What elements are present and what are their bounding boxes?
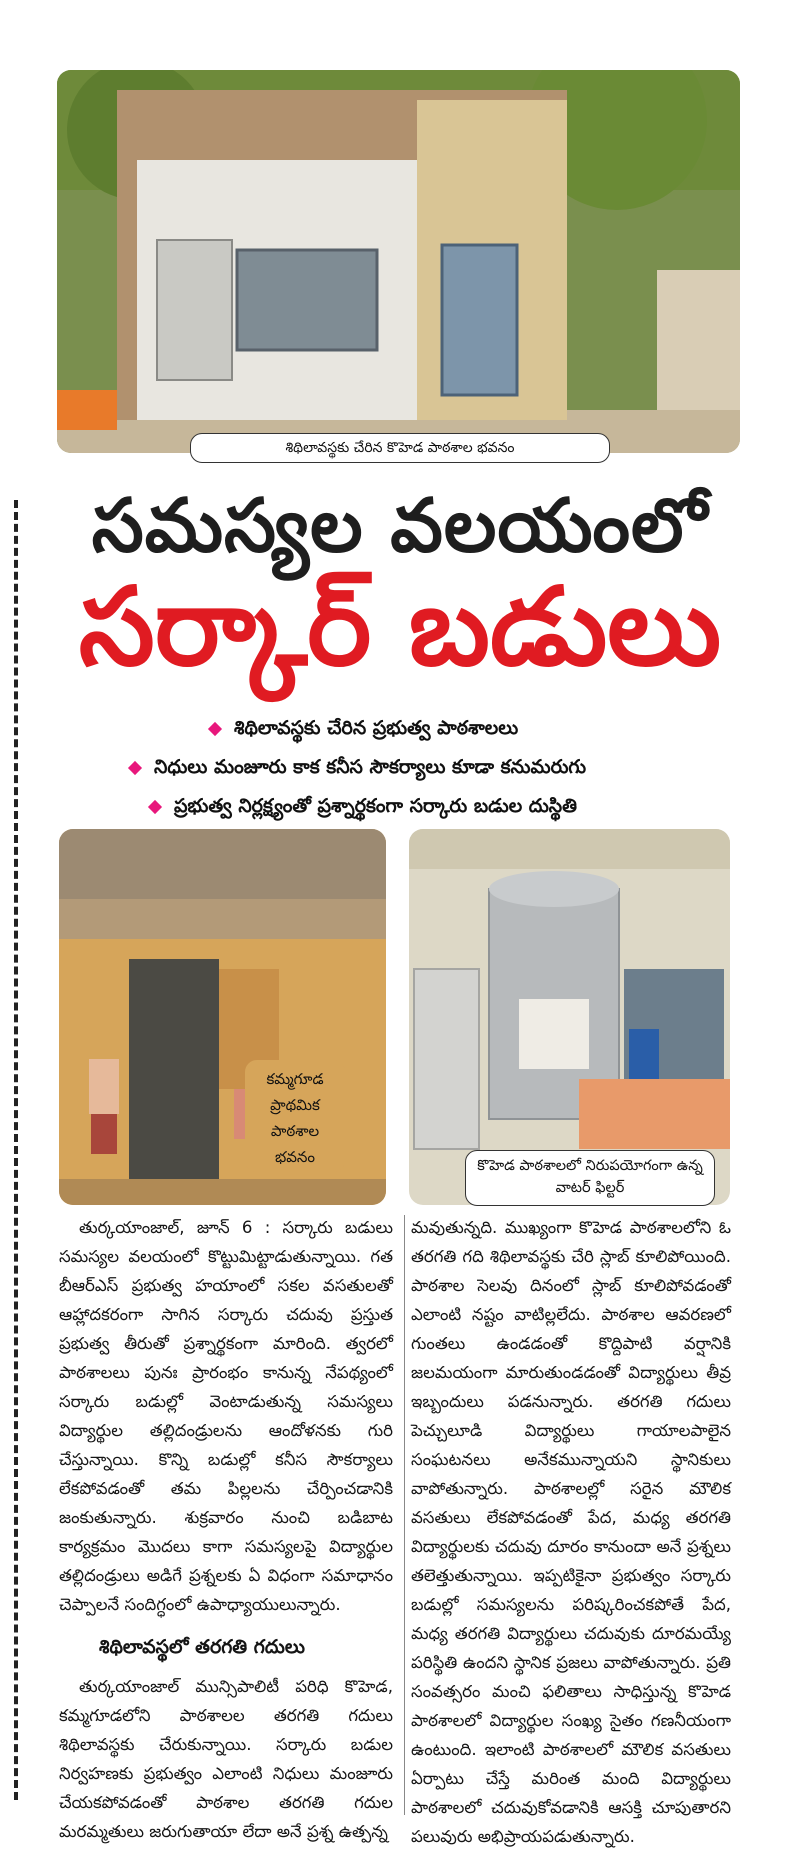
bullet-diamond-icon <box>148 799 162 813</box>
column-rule <box>404 1215 405 1815</box>
bullet-diamond-icon <box>208 721 222 735</box>
article-paragraph: మవుతున్నది. ముఖ్యంగా కొహెడ పాఠశాలలోని ఓ తరగతి గది శిథిలావస్థకు చేరి స్లాబ్ కూలిపోయింది. పాఠశాల సెలవు దినంలో స్లాబ్ కూలిపోవడంతో ఎలాంటి నష్టం వాటిల్లలేదు. పాఠశాల ఆవరణలో గుంతలు ఉండడంతో కొద్దిపాటి వర్షానికి జలమయంగా మారుతుండడంతో విద్యార్థులు తీవ్ర ఇబ్బందులు పడనున్నారు. తరగతి గదులు పెచ్చులూడి విద్యార్థులు గాయాలపాలైన సంఘటనలు అనేకమున్నాయని స్థానికులు వాపోతున్నారు. పాఠశాలల్లో సరైన మౌలిక వసతులు లేకపోవడంతో పేద, మధ్య తరగతి విద్యార్థులకు చదువు దూరం కానుందా అనే ప్రశ్నలు తలెత్తుతున్నాయి. ఇప్పటికైనా ప్రభుత్వం సర్కారు బడుల్లో సమస్యలను పరిష్కరించకపోతే పేద, మధ్య తరగతి విద్యార్థులు చదువుకు దూరమయ్యే పరిస్థితి ఉందని స్థానిక ప్రజలు వాపోతున్నారు. ప్రతి సంవత్సరం మంచి ఫలితాలు సాధిస్తున్న కొహెడ పాఠశాలలో విద్యార్థుల సంఖ్య సైతం గణనీయంగా ఉంటుంది. ఇలాంటి పాఠశాలలో మౌలిక వసతులు ఏర్పాటు చేస్తే మరింత మంది విద్యార్థులు పాఠశాలలో చదువుకోవడానికి ఆసక్తి చూపుతారని పలువురు అభిప్రాయపడుతున్నారు. <box>411 1218 731 1846</box>
headline-line-2: సర్కార్ బడులు <box>78 565 722 690</box>
article-column-1 <box>59 1213 393 1846</box>
article-column-2 <box>411 1213 731 1851</box>
article-paragraph: తుర్కయాంజాల్, జూన్ 6 : సర్కారు బడులు సమస్యల వలయంలో కొట్టుమిట్టాడుతున్నాయి. గత బీఆర్ఎస్ ప్రభుత్వ హయాంలో సకల వసతులతో ఆహ్లాదకరంగా సాగిన సర్కారు చదువు ప్రస్తుత ప్రభుత్వ తీరుతో ప్రశ్నార్థకంగా మారింది. త్వరలో పాఠశాలలు పునః ప్రారంభం కానున్న నేపథ్యంలో సర్కారు బడుల్లో వెంటాడుతున్న సమస్యలు విద్యార్థుల తల్లిదండ్రులను ఆందోళనకు గురి చేస్తున్నాయి. కొన్ని బడుల్లో కనీస సౌకర్యాలు లేకపోవడంతో తమ పిల్లలను చేర్పించడానికి జంకుతున్నారు. శుక్రవారం నుంచి బడిబాట కార్యక్రమం మొదలు కాగా సమస్యలపై విద్యార్థుల తల్లిదండ్రులు అడిగే ప్రశ్నలకు ఏ విధంగా సమాధానం చెప్పాలనే సందిగ్ధంలో ఉపాధ్యాయులున్నారు. <box>59 1218 393 1614</box>
article-subheading: శిథిలావస్థలో తరగతి గదులు <box>99 1636 305 1658</box>
article-paragraph: తుర్కయాంజాల్ మున్సిపాలిటీ పరిధి కొహెడ, కమ్మగూడలోని పాఠశాలల తరగతి గదులు శిథిలావస్థకు చేరుకున్నాయి. సర్కారు బడుల నిర్వహణకు ప్రభుత్వం ఎలాంటి నిధులు మంజూరు చేయకపోవడంతో పాఠశాల తరగతి గదుల మరమ్మతులు జరుగుతాయా లేదా అనే ప్రశ్న ఉత్పన్న <box>59 1677 393 1841</box>
water-filter-photo <box>409 829 730 1205</box>
bullet-item: నిధులు మంజూరు కాక కనీస సౌకర్యాలు కూడా కనుమరుగు <box>120 756 760 783</box>
bullet-item: శిథిలావస్థకు చేరిన ప్రభుత్వ పాఠశాలలు <box>120 717 760 744</box>
right-photo-caption: కొహెడ పాఠశాలలో నిరుపయోగంగా ఉన్న వాటర్ ఫిల్టర్ <box>465 1150 715 1206</box>
bullet-diamond-icon <box>128 760 142 774</box>
school-building-photo <box>57 70 740 453</box>
top-photo-caption: శిథిలావస్థకు చేరిన కొహెడ పాఠశాల భవనం <box>190 433 610 463</box>
left-photo-caption: కమ్మగూడ ప్రాథమిక పాఠశాల భవనం <box>245 1060 345 1172</box>
headline-line-1: సమస్యల వలయంలో <box>91 483 709 569</box>
bullet-item: ప్రభుత్వ నిర్లక్ష్యంతో ప్రశ్నార్థకంగా సర్కారు బడుల దుస్థితి <box>120 795 760 822</box>
bullet-list <box>120 717 760 834</box>
